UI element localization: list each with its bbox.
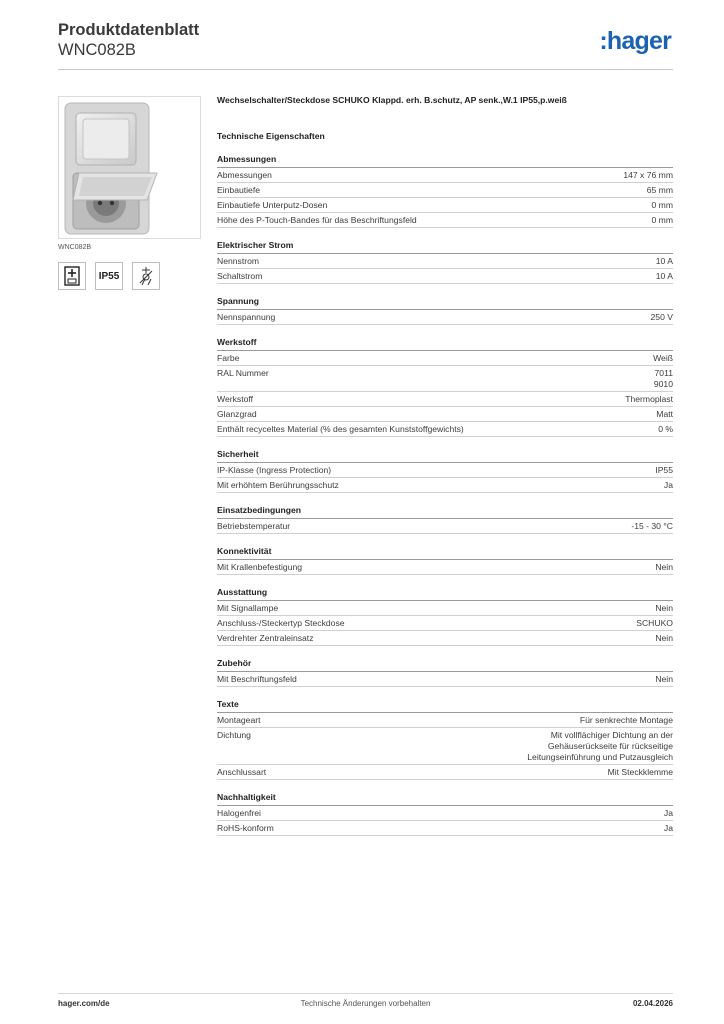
spec-value: 0 mm xyxy=(651,199,673,210)
spec-label: Einbautiefe Unterputz-Dosen xyxy=(217,199,328,210)
spec-label: Dichtung xyxy=(217,729,251,740)
spec-row xyxy=(217,713,673,728)
spec-label: Mit Krallenbefestigung xyxy=(217,561,303,572)
spec-row xyxy=(217,366,673,392)
spec-row xyxy=(217,616,673,631)
section-title: Ausstattung xyxy=(217,587,673,601)
spec-row xyxy=(217,478,673,493)
spec-label: Halogenfrei xyxy=(217,807,261,818)
spec-label: Nennspannung xyxy=(217,311,276,322)
spec-label: RoHS-konform xyxy=(217,822,274,833)
spec-value: Nein xyxy=(655,673,673,684)
spec-row xyxy=(217,213,673,228)
spec-value: Matt xyxy=(656,408,673,419)
spec-row xyxy=(217,168,673,183)
spec-value: 10 A xyxy=(655,255,673,266)
spec-label: Montageart xyxy=(217,714,261,725)
spec-row xyxy=(217,728,673,765)
product-image xyxy=(58,96,201,239)
section-title: Einsatzbedingungen xyxy=(217,505,673,519)
spec-value: IP55 xyxy=(655,464,673,475)
spec-row xyxy=(217,351,673,366)
section-title: Zubehör xyxy=(217,658,673,672)
spec-section xyxy=(217,296,673,325)
spec-label: Farbe xyxy=(217,352,240,363)
spec-label: RAL Nummer xyxy=(217,367,269,378)
spec-row xyxy=(217,392,673,407)
spec-row xyxy=(217,422,673,437)
spec-label: Mit Signallampe xyxy=(217,602,279,613)
document-title: Produktdatenblatt xyxy=(58,21,200,39)
spec-label: Glanzgrad xyxy=(217,408,257,419)
product-media xyxy=(58,96,201,290)
spec-value: 65 mm xyxy=(646,184,673,195)
footer-disclaimer: Technische Änderungen vorbehalten xyxy=(300,999,431,1008)
spec-row xyxy=(217,821,673,836)
spec-value: Mit Steckklemme xyxy=(607,766,673,777)
spec-value: 0 mm xyxy=(651,214,673,225)
image-caption: WNC082B xyxy=(58,244,92,251)
spec-row xyxy=(217,631,673,646)
spec-value: 10 A xyxy=(655,270,673,281)
spec-section xyxy=(217,154,673,228)
spec-section xyxy=(217,505,673,534)
spec-label: Nennstrom xyxy=(217,255,260,266)
spec-value: Thermoplast xyxy=(625,393,673,404)
spec-value: SCHUKO xyxy=(636,617,673,628)
spec-sections xyxy=(217,154,673,836)
spec-label: Schaltstrom xyxy=(217,270,263,281)
spec-row xyxy=(217,269,673,284)
spec-value: 250 V xyxy=(650,311,673,322)
spec-label: IP-Klasse (Ingress Protection) xyxy=(217,464,332,475)
spec-row xyxy=(217,310,673,325)
spec-section xyxy=(217,240,673,284)
technical-properties-heading: Technische Eigenschaften xyxy=(217,131,325,141)
spec-value: -15 - 30 °C xyxy=(631,520,673,531)
spec-section xyxy=(217,699,673,780)
spec-row xyxy=(217,601,673,616)
spec-label: Werkstoff xyxy=(217,393,253,404)
section-title: Konnektivität xyxy=(217,546,673,560)
spec-row xyxy=(217,560,673,575)
page-header xyxy=(58,20,673,70)
spec-value: 147 x 76 mm xyxy=(623,169,673,180)
spec-value: Für senkrechte Montage xyxy=(579,714,673,725)
spec-label: Mit erhöhtem Berührungsschutz xyxy=(217,479,339,490)
spec-value: Nein xyxy=(655,632,673,643)
spec-row xyxy=(217,183,673,198)
spec-label: Anschluss-/Steckertyp Steckdose xyxy=(217,617,345,628)
spec-value: Ja xyxy=(663,479,673,490)
spec-row xyxy=(217,407,673,422)
section-title: Spannung xyxy=(217,296,673,310)
product-image-graphic xyxy=(59,97,200,238)
spec-value: 7011 9010 xyxy=(653,367,673,389)
spec-value: Nein xyxy=(655,561,673,572)
spec-label: Höhe des P-Touch-Bandes für das Beschriftungsfeld xyxy=(217,214,417,225)
footer-website: hager.com/de xyxy=(58,999,110,1008)
hager-logo: :hager xyxy=(599,27,671,55)
spec-value: Mit vollflächiger Dichtung an der Gehäuserückseite für rückseitige Leitungseinführung und Putzausgleich xyxy=(527,729,673,762)
spec-row xyxy=(217,519,673,534)
spec-value: Ja xyxy=(663,807,673,818)
section-title: Werkstoff xyxy=(217,337,673,351)
spec-label: Abmessungen xyxy=(217,169,272,180)
spec-value: Nein xyxy=(655,602,673,613)
section-title: Nachhaltigkeit xyxy=(217,792,673,806)
spec-section xyxy=(217,587,673,646)
product-code: WNC082B xyxy=(58,41,136,59)
spec-row xyxy=(217,198,673,213)
ip55-icon: IP55 xyxy=(95,262,123,290)
footer-date: 02.04.2026 xyxy=(632,999,673,1008)
feature-icons xyxy=(58,262,201,290)
spec-row xyxy=(217,806,673,821)
spec-label: Anschlussart xyxy=(217,766,267,777)
spec-row xyxy=(217,672,673,687)
protective-cover-icon xyxy=(58,262,86,290)
spec-value: 0 % xyxy=(658,423,673,434)
spec-value: Ja xyxy=(663,822,673,833)
spec-section xyxy=(217,337,673,437)
section-title: Sicherheit xyxy=(217,449,673,463)
spec-section xyxy=(217,449,673,493)
spec-label: Mit Beschriftungsfeld xyxy=(217,673,297,684)
spec-label: Verdrehter Zentraleinsatz xyxy=(217,632,314,643)
page-footer xyxy=(58,993,673,1009)
installation-icon xyxy=(132,262,160,290)
spec-label: Einbautiefe xyxy=(217,184,261,195)
spec-label: Enthält recyceltes Material (% des gesamten Kunststoffgewichts) xyxy=(217,423,464,434)
spec-section xyxy=(217,658,673,687)
section-title: Texte xyxy=(217,699,673,713)
product-description: Wechselschalter/Steckdose SCHUKO Klappd. erh. B.schutz, AP senk.,W.1 IP55,p.weiß xyxy=(217,95,567,105)
spec-row xyxy=(217,765,673,780)
product-specs xyxy=(217,94,673,836)
spec-section xyxy=(217,546,673,575)
spec-row xyxy=(217,254,673,269)
spec-value: Weiß xyxy=(653,352,673,363)
section-title: Elektrischer Strom xyxy=(217,240,673,254)
section-title: Abmessungen xyxy=(217,154,673,168)
spec-row xyxy=(217,463,673,478)
spec-section xyxy=(217,792,673,836)
spec-label: Betriebstemperatur xyxy=(217,520,291,531)
